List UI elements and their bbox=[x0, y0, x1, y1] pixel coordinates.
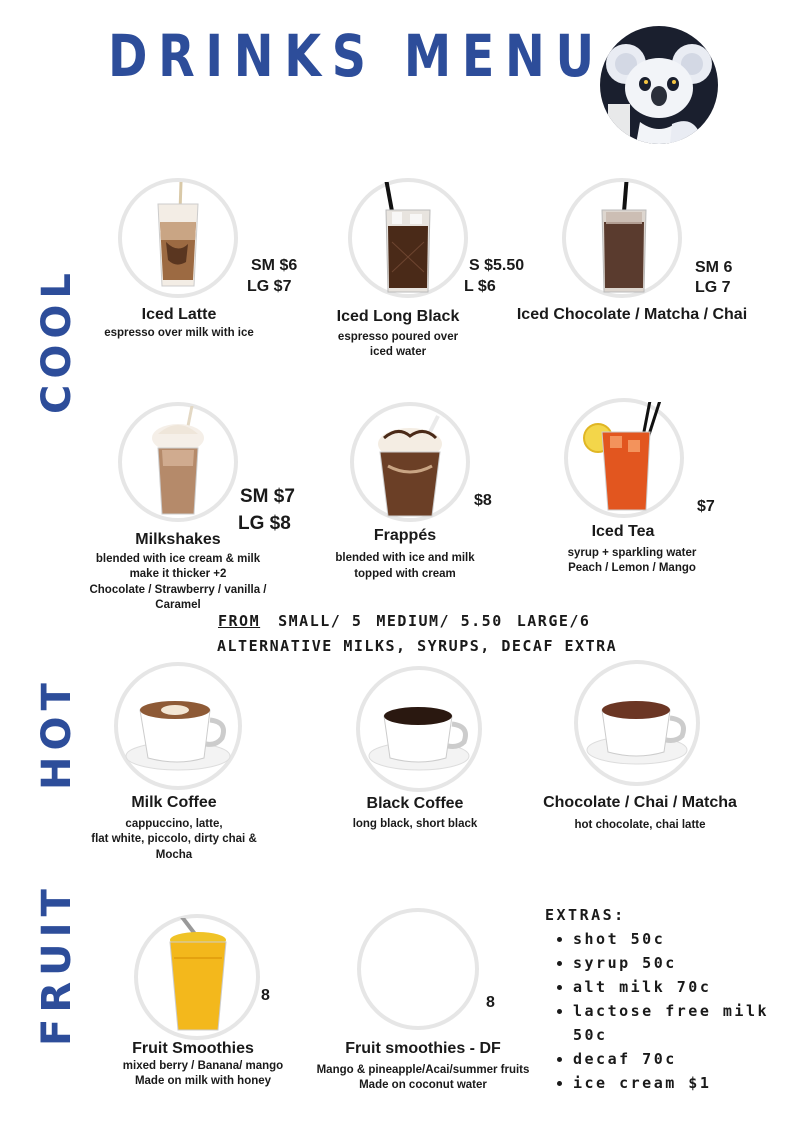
iced-long-black-name: Iced Long Black bbox=[336, 308, 460, 325]
iced-long-black-desc-2: iced water bbox=[369, 346, 427, 358]
koala-logo bbox=[600, 26, 718, 144]
section-label-fruit: FRUIT bbox=[34, 883, 80, 1046]
milk-coffee-desc-2: flat white, piccolo, dirty chai & bbox=[91, 833, 257, 845]
iced-latte-desc: espresso over milk with ice bbox=[104, 327, 254, 339]
extras-list bbox=[545, 903, 780, 1095]
sizes-small: SMALL/ 5 bbox=[278, 612, 363, 630]
black-coffee-name: Black Coffee bbox=[366, 795, 464, 812]
iced-tea-image bbox=[564, 398, 684, 518]
extras-item: • ice cream $1 bbox=[573, 1071, 780, 1095]
fruit-smoothie-df-image bbox=[357, 908, 479, 1030]
milk-coffee-name: Milk Coffee bbox=[131, 794, 217, 811]
sizes-large: LARGE/6 bbox=[516, 612, 591, 630]
iced-latte-image bbox=[118, 178, 238, 298]
frappe-desc-1: blended with ice and milk bbox=[335, 552, 475, 564]
iced-tea-desc-1: syrup + sparkling water bbox=[567, 547, 697, 559]
milkshake-desc-3: Chocolate / Strawberry / vanilla / bbox=[89, 584, 267, 596]
milkshake-price-lg: LG $8 bbox=[238, 513, 291, 534]
fruit-smoothie-image bbox=[134, 914, 260, 1040]
milkshake-price-sm: SM $7 bbox=[240, 486, 295, 507]
black-coffee-desc: long black, short black bbox=[352, 818, 478, 830]
iced-long-black-price-s: S $5.50 bbox=[469, 257, 525, 274]
milk-coffee-desc-3: Mocha bbox=[155, 849, 193, 861]
sizes-from-label: FROM bbox=[218, 612, 261, 630]
iced-tea-price: $7 bbox=[697, 498, 715, 515]
hot-chocolate-image bbox=[574, 660, 700, 786]
fruit-smoothie-name: Fruit Smoothies bbox=[132, 1040, 254, 1057]
page-title: DRINKS MENU bbox=[108, 22, 605, 90]
alternatives-note: ALTERNATIVE MILKS, SYRUPS, DECAF EXTRA bbox=[217, 637, 618, 655]
milkshake-image bbox=[118, 402, 238, 522]
black-coffee-image bbox=[356, 666, 482, 792]
extras-item: • alt milk 70c bbox=[573, 975, 780, 999]
frappe-desc-2: topped with cream bbox=[354, 568, 456, 580]
milkshake-desc-4: Caramel bbox=[155, 599, 201, 611]
milkshake-desc-1: blended with ice cream & milk bbox=[95, 553, 261, 565]
size-pricing bbox=[218, 612, 590, 630]
extras-heading: EXTRAS: bbox=[545, 906, 626, 924]
iced-tea-desc-2: Peach / Lemon / Mango bbox=[568, 562, 696, 574]
milk-coffee-image bbox=[114, 662, 242, 790]
iced-tea-name: Iced Tea bbox=[591, 523, 655, 540]
iced-long-black-desc-1: espresso poured over bbox=[337, 331, 459, 343]
iced-chocolate-image bbox=[562, 178, 682, 298]
fruit-smoothie-df-desc-2: Made on coconut water bbox=[359, 1079, 487, 1091]
iced-long-black-price-l: L $6 bbox=[464, 278, 496, 295]
fruit-smoothie-df-price: 8 bbox=[486, 994, 495, 1011]
fruit-smoothie-price: 8 bbox=[261, 987, 270, 1004]
extras-item: • syrup 50c bbox=[573, 951, 780, 975]
milkshake-desc-2: make it thicker +2 bbox=[129, 568, 227, 580]
iced-latte-price-lg: LG $7 bbox=[247, 278, 292, 295]
hot-chocolate-desc: hot chocolate, chai latte bbox=[574, 819, 706, 831]
fruit-smoothie-df-desc-1: Mango & pineapple/Acai/summer fruits bbox=[316, 1064, 530, 1076]
fruit-smoothie-desc-2: Made on milk with honey bbox=[134, 1075, 272, 1087]
extras-item: • lactose free milk 50c bbox=[573, 999, 780, 1047]
sizes-medium: MEDIUM/ 5.50 bbox=[376, 612, 503, 630]
milkshake-name: Milkshakes bbox=[135, 531, 221, 548]
frappe-name: Frappés bbox=[373, 527, 437, 544]
section-label-hot: HOT bbox=[34, 677, 80, 790]
iced-latte-name: Iced Latte bbox=[141, 306, 217, 323]
fruit-smoothie-df-name: Fruit smoothies - DF bbox=[345, 1040, 501, 1057]
extras-item: • shot 50c bbox=[573, 927, 780, 951]
iced-long-black-image bbox=[348, 178, 468, 298]
hot-chocolate-name: Chocolate / Chai / Matcha bbox=[543, 794, 737, 811]
iced-chocolate-price-lg: LG 7 bbox=[695, 279, 731, 296]
section-label-cool: COOL bbox=[34, 267, 80, 414]
iced-latte-price-sm: SM $6 bbox=[251, 257, 298, 274]
fruit-smoothie-desc-1: mixed berry / Banana/ mango bbox=[122, 1060, 284, 1072]
milk-coffee-desc-1: cappuccino, latte, bbox=[125, 818, 223, 830]
extras-item: • decaf 70c bbox=[573, 1047, 780, 1071]
iced-chocolate-price-sm: SM 6 bbox=[695, 259, 733, 276]
frappe-image bbox=[350, 402, 470, 522]
iced-chocolate-name: Iced Chocolate / Matcha / Chai bbox=[516, 306, 748, 323]
frappe-price: $8 bbox=[474, 492, 492, 509]
